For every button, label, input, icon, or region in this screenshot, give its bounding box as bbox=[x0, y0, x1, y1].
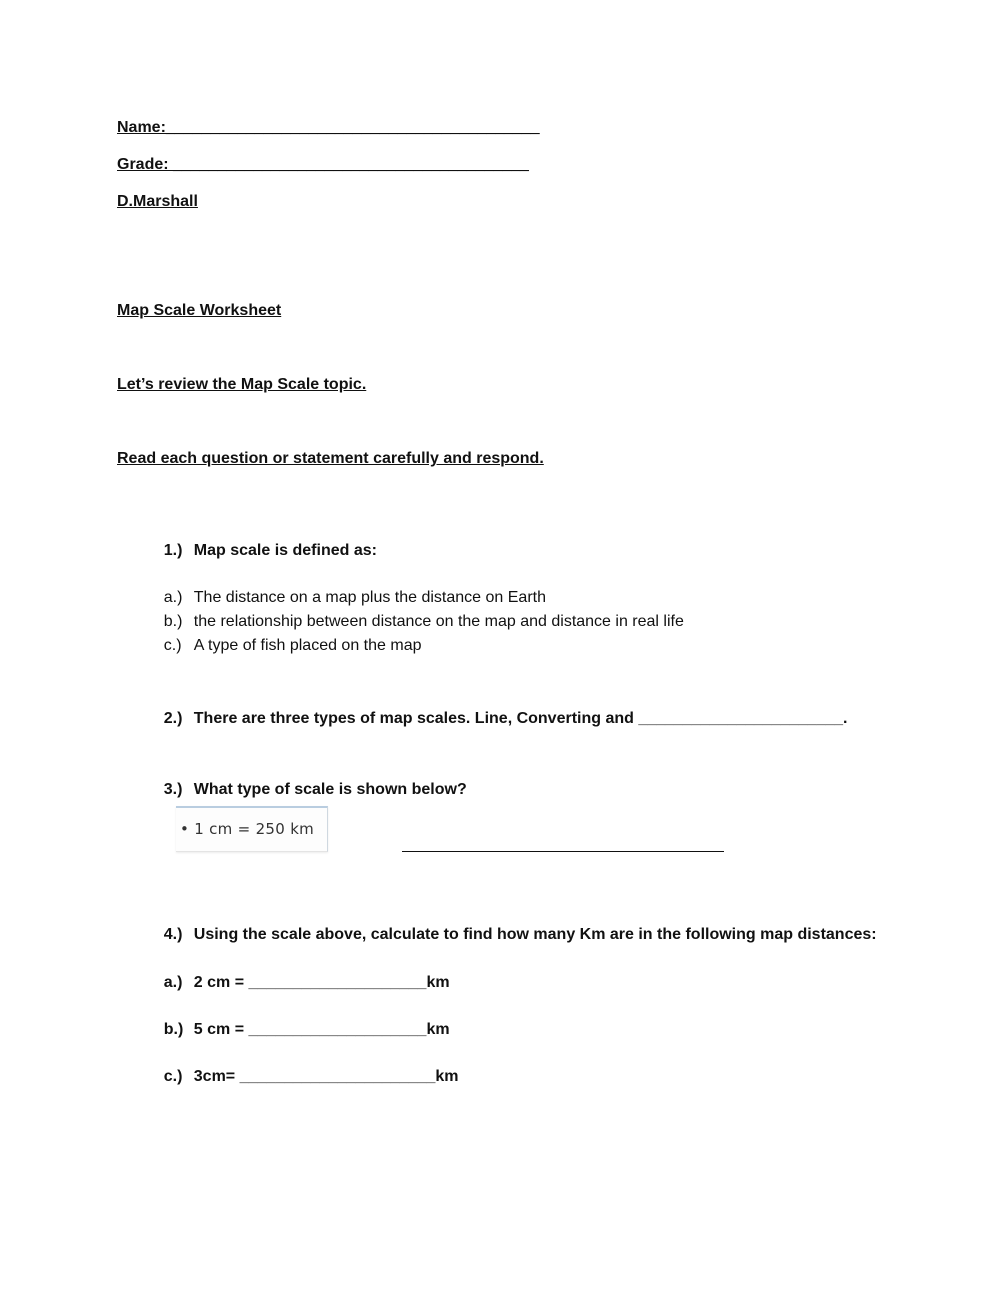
grade-field[interactable]: Grade: ________________________________________ bbox=[117, 156, 529, 173]
question-4-item-c[interactable] bbox=[146, 1047, 458, 1107]
option-text: A type of fish placed on the map bbox=[193, 637, 422, 654]
question-2[interactable] bbox=[146, 689, 847, 749]
item-label: c.) bbox=[163, 1068, 183, 1085]
item-text: 3cm= ______________________km bbox=[193, 1068, 459, 1085]
author-name: D.Marshall bbox=[117, 193, 198, 210]
scale-image-text: • 1 cm = 250 km bbox=[180, 820, 315, 838]
item-text: 5 cm = ____________________km bbox=[193, 1021, 450, 1038]
option-label: c.) bbox=[163, 637, 182, 654]
question-number: 1.) bbox=[163, 542, 183, 559]
question-number: 2.) bbox=[163, 710, 183, 727]
intro-text: Let’s review the Map Scale topic. bbox=[117, 376, 367, 393]
question-3-answer-line[interactable] bbox=[402, 851, 724, 852]
question-text: What type of scale is shown below? bbox=[193, 781, 467, 798]
instructions-text: Read each question or statement carefully and respond. bbox=[117, 450, 544, 467]
question-text: Map scale is defined as: bbox=[193, 542, 377, 559]
question-text: There are three types of map scales. Line, Converting and _______________________. bbox=[193, 710, 848, 727]
question-number: 4.) bbox=[163, 926, 183, 943]
name-field[interactable]: Name:__________________________________________ bbox=[117, 119, 540, 136]
worksheet-title: Map Scale Worksheet bbox=[117, 302, 282, 319]
question-number: 3.) bbox=[163, 781, 183, 798]
item-text: 2 cm = ____________________km bbox=[193, 974, 450, 991]
question-text: Using the scale above, calculate to find how many Km are in the following map distances: bbox=[193, 926, 877, 943]
option-text: the relationship between distance on the map and distance in real life bbox=[193, 613, 684, 630]
option-label: a.) bbox=[163, 589, 183, 606]
item-label: b.) bbox=[163, 1021, 184, 1038]
option-text: The distance on a map plus the distance on Earth bbox=[193, 589, 546, 606]
item-label: a.) bbox=[163, 974, 183, 991]
question-1-option-c[interactable] bbox=[146, 616, 421, 676]
option-label: b.) bbox=[163, 613, 183, 630]
